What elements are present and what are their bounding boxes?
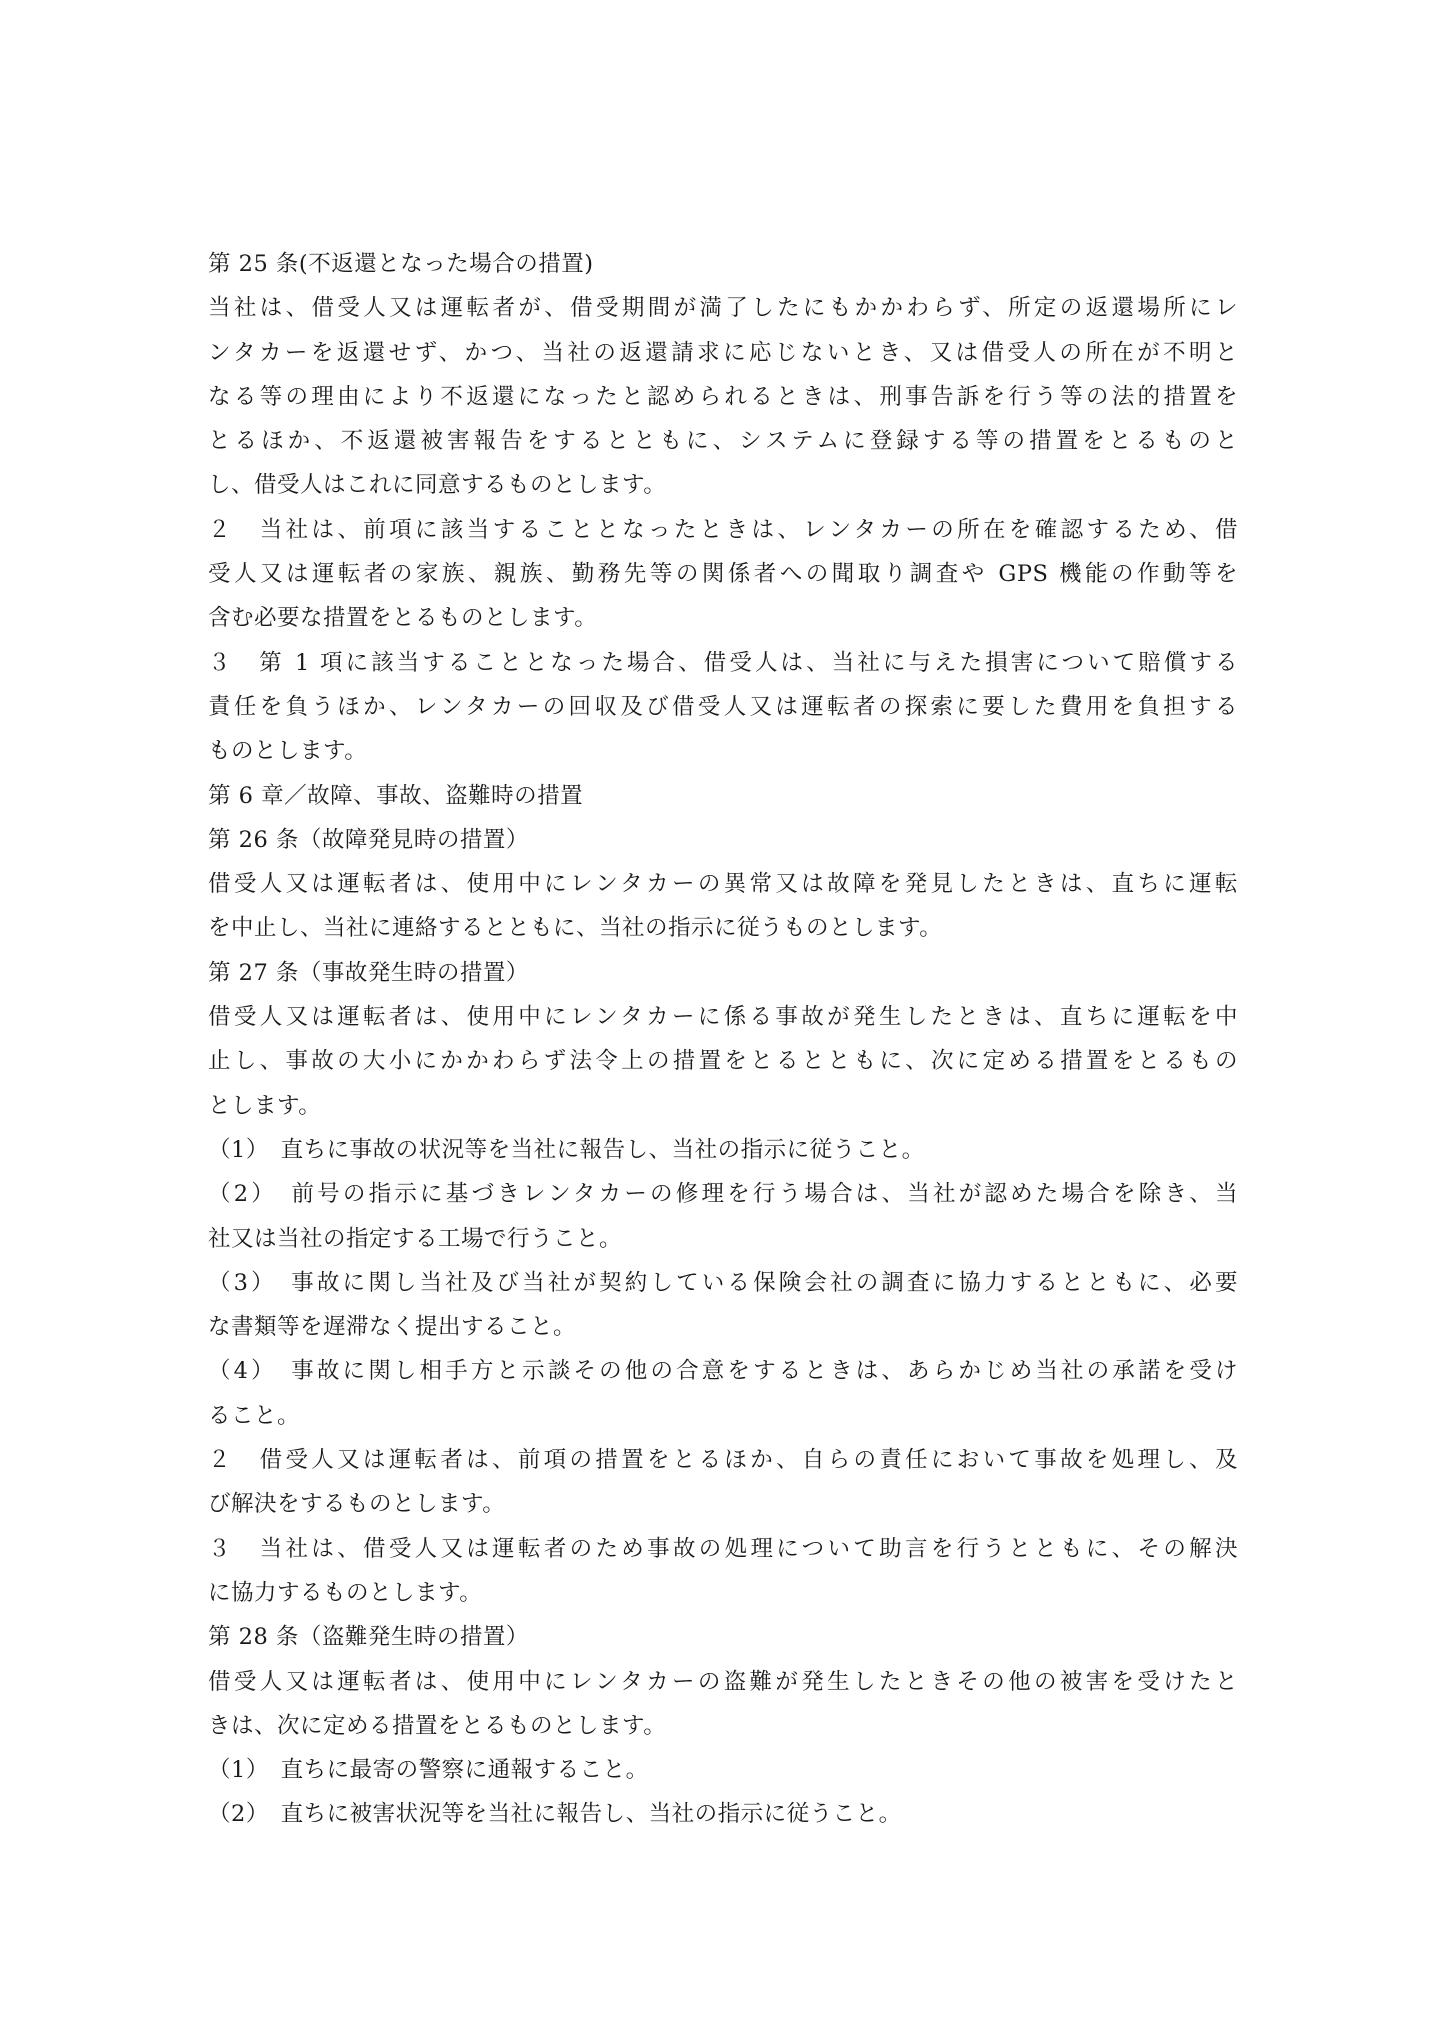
clause-line: に協力するものとします。 xyxy=(208,1579,483,1606)
paragraph-line: 借受人又は運転者は、使用中にレンタカーに係る事故が発生したときは、直ちに運転を中 xyxy=(208,1004,1238,1031)
chapter-heading-6: 第 6 章／故障、事故、盗難時の措置 xyxy=(208,782,584,809)
clause-line: 責任を負うほか、レンタカーの回収及び借受人又は運転者の探索に要した費用を負担する xyxy=(208,693,1238,720)
list-item-line: ること。 xyxy=(208,1402,301,1429)
paragraph-line: なる等の理由により不返還になったと認められるときは、刑事告訴を行う等の法的措置を xyxy=(208,383,1238,410)
paragraph-line: ンタカーを返還せず、かつ、当社の返還請求に応じないとき、又は借受人の所在が不明と xyxy=(208,339,1238,366)
clause-line: 含む必要な措置をとるものとします。 xyxy=(208,605,598,632)
paragraph-line: 止し、事故の大小にかかわらず法令上の措置をとるとともに、次に定める措置をとるもの xyxy=(208,1048,1238,1075)
paragraph-line: 当社は、借受人又は運転者が、借受期間が満了したにもかかわらず、所定の返還場所にレ xyxy=(208,295,1238,322)
paragraph-line: 借受人又は運転者は、使用中にレンタカーの異常又は故障を発見したときは、直ちに運転 xyxy=(208,871,1238,898)
clause-line: 受人又は運転者の家族、親族、勤務先等の関係者への聞取り調査や GPS 機能の作動等を xyxy=(208,561,1238,588)
clause-line: ２ 当社は、前項に該当することとなったときは、レンタカーの所在を確認するため、借 xyxy=(208,516,1238,543)
article-heading-25: 第 25 条(不返還となった場合の措置) xyxy=(208,251,594,277)
clause-line: び解決をするものとします。 xyxy=(208,1491,506,1518)
paragraph-line: 借受人又は運転者は、使用中にレンタカーの盗難が発生したときその他の被害を受けたと xyxy=(208,1668,1238,1695)
clause-line: ものとします。 xyxy=(208,738,368,765)
list-item-line: な書類等を遅滞なく提出すること。 xyxy=(208,1314,577,1341)
paragraph-line: とします。 xyxy=(208,1092,322,1119)
article-heading-28: 第 28 条（盗難発生時の措置） xyxy=(208,1624,529,1651)
list-item-line: （2） 前号の指示に基づきレンタカーの修理を行う場合は、当社が認めた場合を除き、当 xyxy=(208,1181,1238,1208)
list-item-line: （3） 事故に関し当社及び当社が契約している保険会社の調査に協力するとともに、必要 xyxy=(208,1269,1238,1296)
clause-line: ２ 借受人又は運転者は、前項の措置をとるほか、自らの責任において事故を処理し、及 xyxy=(208,1447,1238,1474)
list-item-line: （4） 事故に関し相手方と示談その他の合意をするときは、あらかじめ当社の承諾を受け xyxy=(208,1358,1238,1385)
paragraph-line: を中止し、当社に連絡するとともに、当社の指示に従うものとします。 xyxy=(208,915,943,942)
paragraph-line: し、借受人はこれに同意するものとします。 xyxy=(208,472,667,499)
article-heading-26: 第 26 条（故障発見時の措置） xyxy=(208,826,529,853)
article-heading-27: 第 27 条（事故発生時の措置） xyxy=(208,959,529,986)
list-item-line: （2） 直ちに被害状況等を当社に報告し、当社の指示に従うこと。 xyxy=(208,1801,902,1828)
list-item-line: （1） 直ちに最寄の警察に通報すること。 xyxy=(208,1757,649,1784)
clause-line: ３ 当社は、借受人又は運転者のため事故の処理について助言を行うとともに、その解決 xyxy=(208,1535,1238,1562)
clause-line: ３ 第 1 項に該当することとなった場合、借受人は、当社に与えた損害について賠償する xyxy=(208,649,1238,676)
paragraph-line: きは、次に定める措置をとるものとします。 xyxy=(208,1712,667,1739)
paragraph-line: とるほか、不返還被害報告をするとともに、システムに登録する等の措置をとるものと xyxy=(208,428,1238,455)
list-item-line: （1） 直ちに事故の状況等を当社に報告し、当社の指示に従うこと。 xyxy=(208,1136,925,1163)
list-item-line: 社又は当社の指定する工場で行うこと。 xyxy=(208,1225,623,1252)
document-body xyxy=(208,242,1238,1837)
